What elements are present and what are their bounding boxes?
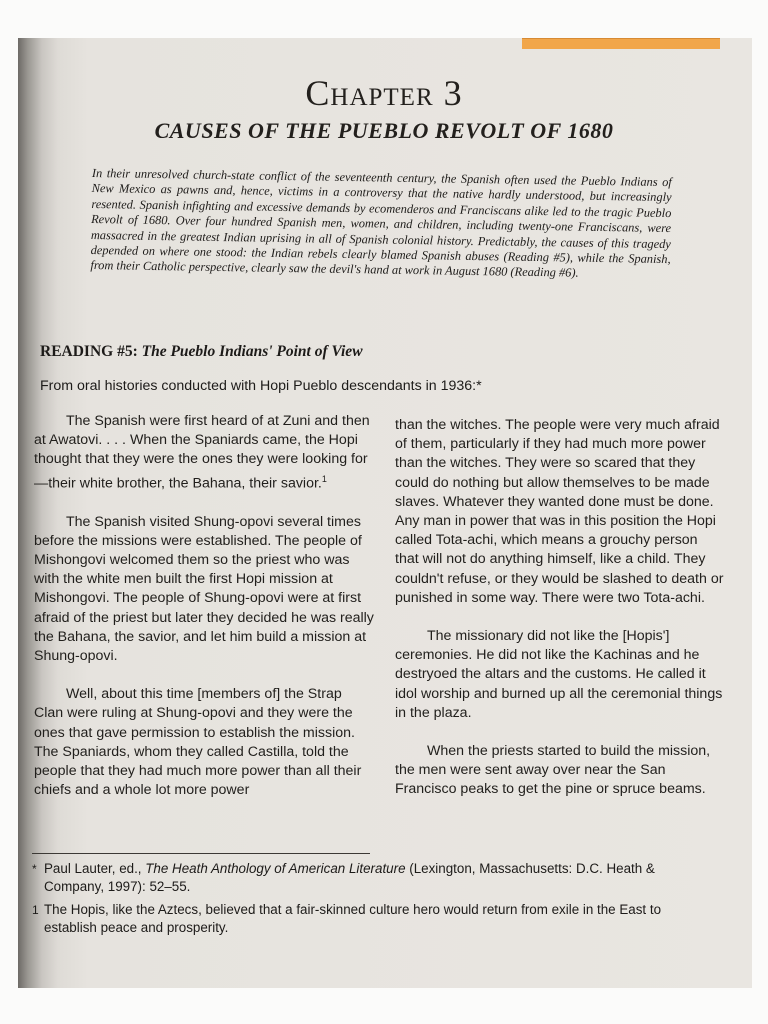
- paragraph: [395, 416, 725, 608]
- footnote-mark: 1: [32, 903, 39, 917]
- paragraph: [34, 685, 374, 800]
- chapter-intro: In their unresolved church-state conflict of the seventeenth century, the Spanish often used the Pueblo Indians of New Mexico as pawns and, hence, victims in a controversy that the native hardly understood, but increasingly resented. Spanish infighting and excessive demands by ecomenderos and Franciscans alike led to the tragic Pueblo Revolt of 1680. Over four hundred Spanish men, women, and children, including twenty-one Franciscans, were massacred in the greatest Indian uprising in all of Spanish colonial history. Predictably, the causes of this tragedy depended on where one stood: the Indian rebels clearly blamed Spanish abuses (Reading #5), while the Spanish, from their Catholic perspective, clearly saw the devil's hand at work in August 1680 (Reading #6).: [90, 166, 672, 281]
- footnote-divider: [32, 853, 370, 854]
- reading-heading: [40, 343, 540, 361]
- paragraph: [34, 412, 374, 494]
- left-column: [34, 412, 374, 819]
- reading-label: READING #5:: [40, 343, 138, 360]
- paragraph-text: The Spanish visited Shung-opovi several times before the missions were established. The people of Mishongovi welcomed them so the priest who was with the white men built the first Hopi mission at Mishongovi. The people of Shung-opovi were at first afraid of the priest but later they decided he was really the Bahana, the savior, and let him build a mission at Shung-opovi.: [34, 513, 374, 664]
- paragraph-text: Well, about this time [members of] the Strap Clan were ruling at Shung-opovi and they were the ones that gave permission to establish the mission. The Spaniards, whom they called Castilla, told the people that they had much more power than all their chiefs and a whole lot more power: [34, 686, 362, 799]
- footnote-mark: *: [32, 862, 37, 876]
- footnote-text: Paul Lauter, ed.,: [44, 861, 146, 876]
- footnote-work-title: The Heath Anthology of American Literature: [145, 861, 406, 876]
- footnote: [32, 901, 712, 936]
- footnote-text: (Lexington, Massachusetts: D.C. Heath & Company, 1997): 52–55.: [44, 861, 655, 894]
- paragraph: [395, 627, 725, 723]
- right-column: [395, 416, 725, 819]
- reading-subtitle: The Pueblo Indians' Point of View: [141, 343, 363, 360]
- paragraph: [34, 513, 374, 667]
- footnote-ref: 1: [321, 473, 327, 484]
- orange-page-tab: [522, 38, 720, 49]
- footnote-text: The Hopis, like the Aztecs, believed that a fair-skinned culture hero would return from exile in the East to establish peace and prosperity.: [44, 902, 662, 935]
- paragraph-text: The Spanish were first heard of at Zuni and then at Awatovi. . . . When the Spaniards came, the Hopi thought that they were the ones they were looking for—their white brother, the Bahana, their savior.: [34, 413, 370, 492]
- paragraph-text: When the priests started to build the mission, the men were sent away over near the San Francisco peaks to get the pine or spruce beams.: [395, 743, 711, 798]
- paragraph: [395, 742, 725, 800]
- oral-history-intro: From oral histories conducted with Hopi Pueblo descendants in 1936:*: [40, 378, 482, 394]
- chapter-title: CAUSES OF THE PUEBLO REVOLT OF 1680: [154, 118, 614, 143]
- paragraph-text: The missionary did not like the [Hopis'] ceremonies. He did not like the Kachinas and he destryoed the altars and the customs. He called it idol worship and burned up all the ceremonial things in the plaza.: [395, 628, 723, 721]
- footnote: [32, 860, 712, 895]
- paragraph-text: than the witches. The people were very much afraid of them, particularly if they had much more power than the witches. They were so scared that they could do nothing but allow themselves to be made slaves. Whatever they wanted done must be done. Any man in power that was in this position the Hopi called Tota-achi, which means a grouchy person that will not do anything himself, like a child. They couldn't refuse, or they would be slashed to death or punished in some way. There were two Tota-achi.: [395, 417, 724, 606]
- chapter-heading: Chapter 3: [305, 73, 463, 113]
